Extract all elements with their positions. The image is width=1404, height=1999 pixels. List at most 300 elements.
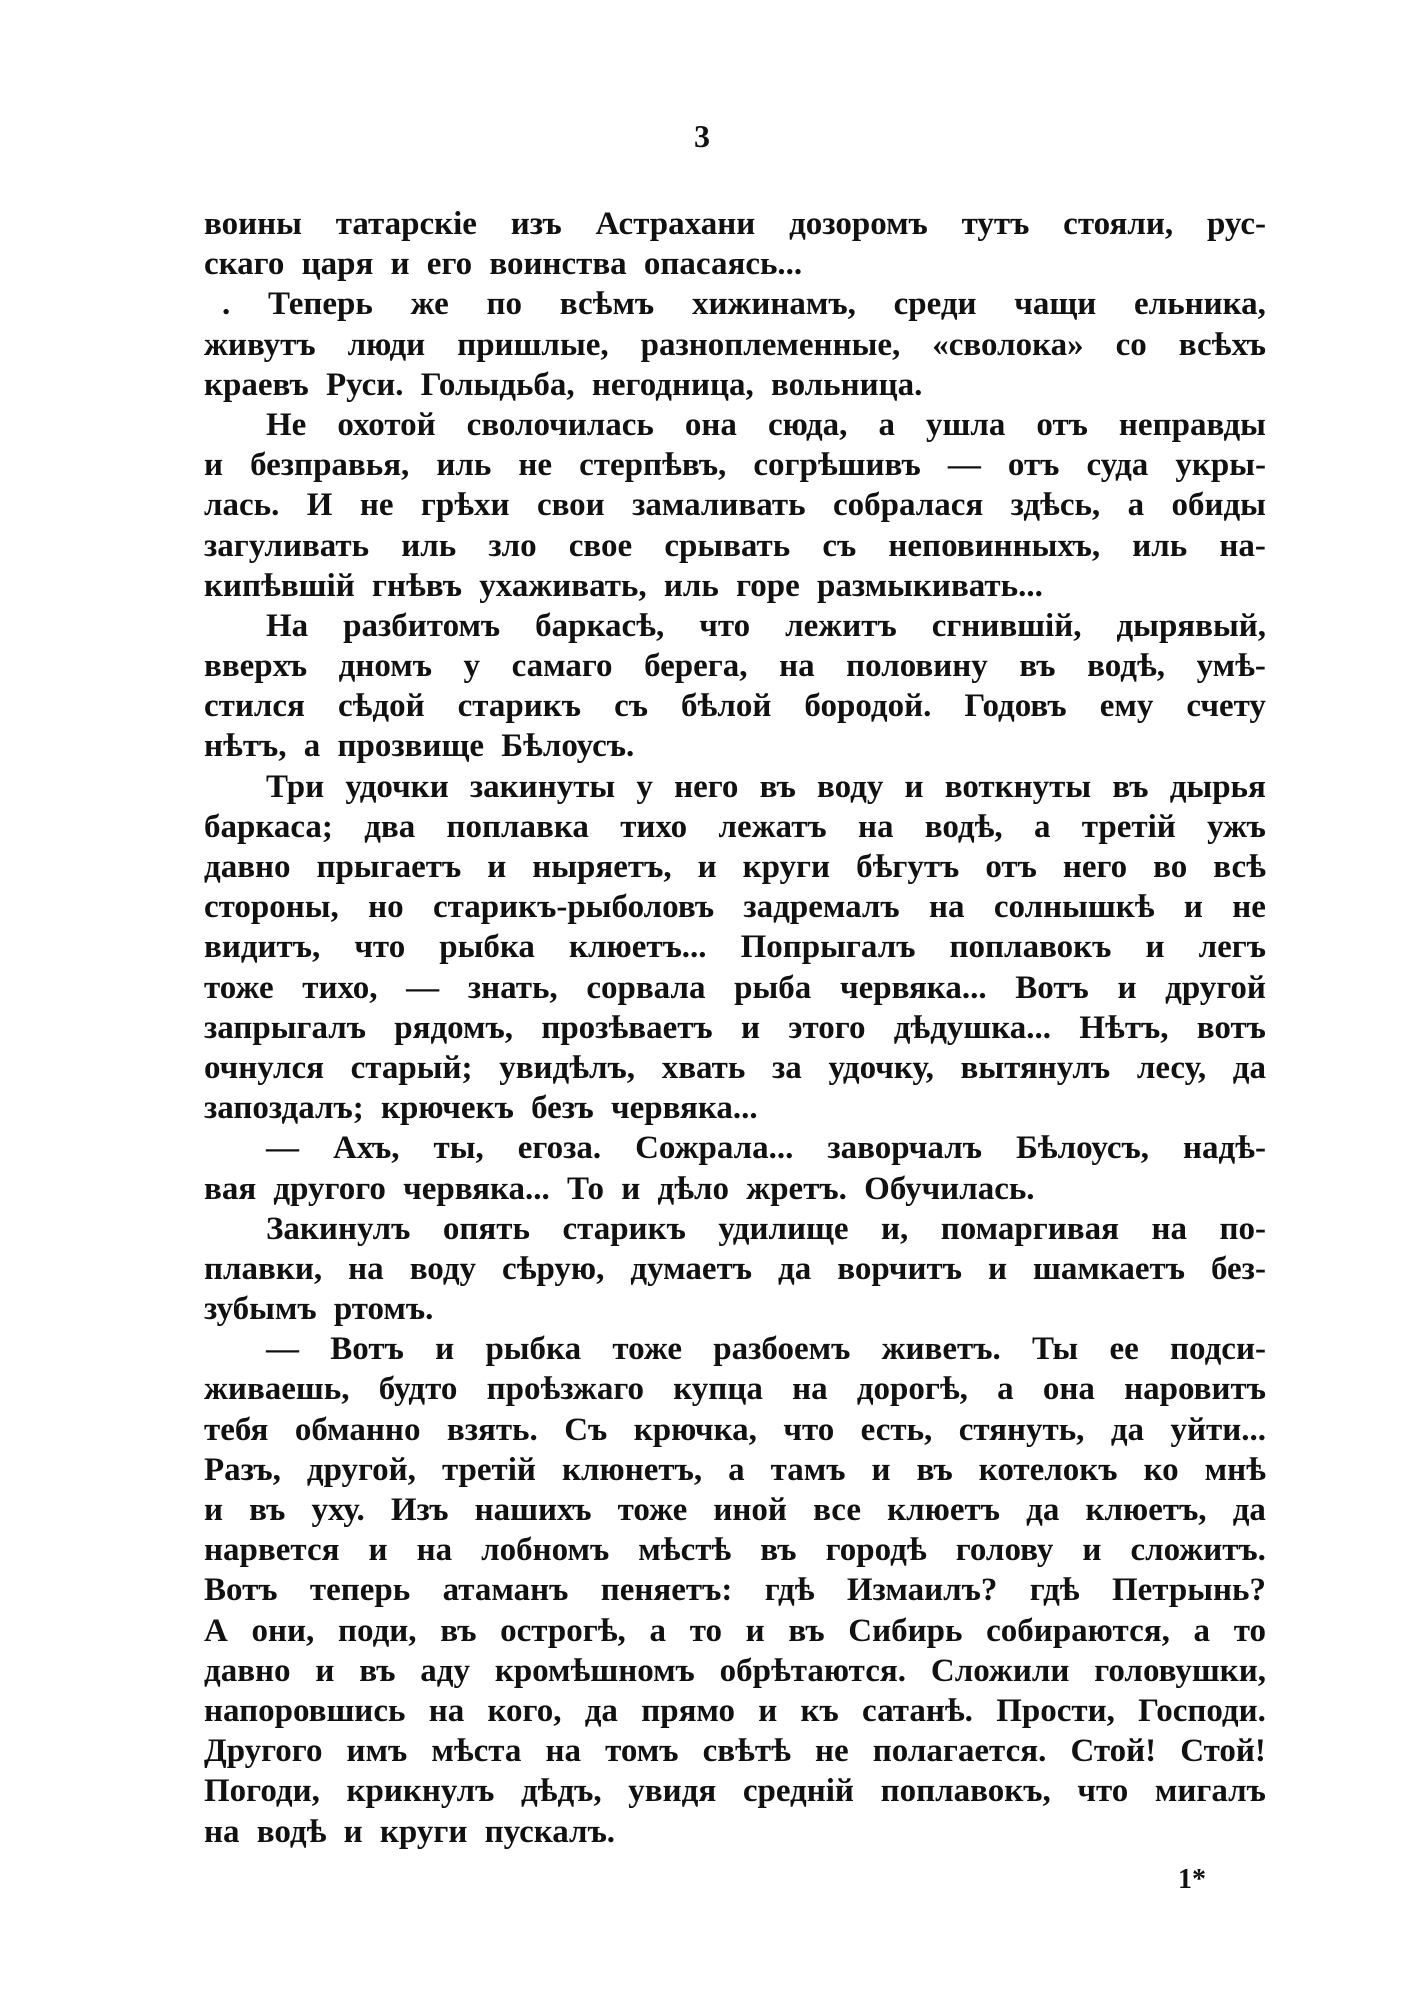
word: тихо [620, 808, 688, 845]
word: водѣ, [1087, 648, 1166, 685]
word: стороны, [204, 889, 339, 926]
text-line [204, 1611, 1266, 1651]
word: старикъ [457, 688, 582, 725]
word: и [204, 1492, 224, 1528]
word: мѣстѣ [638, 1532, 732, 1569]
word: сѣрую, [502, 1250, 605, 1287]
word: старый; [350, 1049, 473, 1086]
word: отъ [1036, 406, 1088, 443]
word: гдѣ [1029, 1572, 1080, 1609]
word: по [486, 286, 523, 323]
word: третiй [441, 1451, 536, 1488]
word: крикнулъ [346, 1773, 495, 1810]
word: стерпѣвъ, [579, 447, 727, 484]
word: Сложили [930, 1652, 1070, 1689]
word: лесу, [1136, 1049, 1207, 1086]
word: умѣ- [1196, 648, 1266, 685]
word: срывать [664, 527, 791, 564]
word: плавки, [204, 1250, 323, 1287]
word: изъ [510, 206, 562, 242]
word: надѣ- [1182, 1130, 1266, 1167]
text-line [204, 1008, 1266, 1048]
word: Закинулъ [266, 1210, 411, 1247]
word: него [1062, 849, 1128, 885]
word: егоза. [517, 1130, 602, 1167]
word: поплавокъ [949, 929, 1112, 966]
word: Петрынь? [1111, 1572, 1266, 1609]
word: прыгаетъ [316, 849, 462, 885]
word: да [584, 1692, 618, 1729]
word: знать, [467, 969, 558, 1006]
word: Теперь [268, 286, 373, 323]
word: прямо [641, 1692, 735, 1729]
word: съ [614, 688, 648, 725]
word: а [1033, 808, 1051, 845]
word: и [368, 1532, 388, 1569]
word: да [778, 1250, 812, 1287]
word: и [1145, 929, 1165, 966]
word: дномъ [338, 648, 432, 685]
word: въ [916, 1451, 953, 1488]
word: и [1082, 1532, 1102, 1569]
text-line [204, 1651, 1266, 1691]
word: безправья, [250, 447, 410, 484]
word: Вотъ [330, 1331, 404, 1368]
word: въ [440, 1612, 477, 1649]
word: — [406, 969, 440, 1006]
word: уйти... [1170, 1411, 1266, 1448]
word: за [772, 1049, 802, 1086]
word: бѣгутъ [856, 849, 960, 885]
text-line [204, 485, 1266, 525]
word: укры- [1175, 447, 1266, 484]
word: головушки, [1094, 1652, 1266, 1689]
word: вытянулъ [960, 1049, 1111, 1086]
word: иной [713, 1492, 787, 1528]
word: да [1026, 1492, 1060, 1528]
word: мнѣ [1204, 1451, 1266, 1488]
text-line [204, 1490, 1266, 1530]
word: заворчалъ [827, 1130, 982, 1167]
word: дырья [1169, 768, 1266, 805]
word: и [904, 768, 924, 805]
word: разбоемъ [713, 1331, 851, 1368]
word: въ [249, 1492, 286, 1528]
text-line [204, 526, 1266, 566]
word: поди, [338, 1612, 417, 1649]
word: котелокъ [978, 1451, 1118, 1488]
word: Три [266, 768, 325, 805]
text-line: нѣтъ, а прозвище Бѣлоусъ. [204, 728, 635, 765]
word: что [1077, 1773, 1129, 1810]
word: Погоди, [204, 1773, 320, 1810]
word: Другого [204, 1733, 323, 1770]
word: свои [536, 487, 605, 524]
word: воины [204, 206, 302, 242]
text-line [204, 1209, 1266, 1249]
word: и, [881, 1210, 909, 1247]
word: сложитъ. [1130, 1532, 1266, 1569]
word: удочки [345, 768, 449, 805]
word: люди [347, 326, 426, 363]
text-line [204, 1249, 1266, 1289]
word: взять. [446, 1411, 538, 1448]
word: и [1183, 889, 1203, 926]
text-line [204, 1329, 1266, 1369]
word: зло [488, 527, 537, 564]
word: . [222, 286, 231, 323]
word: на [416, 1532, 453, 1569]
text-line [204, 767, 1266, 807]
text-line: запоздалъ; крючекъ безъ червяка... [204, 1090, 758, 1127]
word: купца [673, 1371, 763, 1408]
word: живаешь, [204, 1371, 350, 1408]
word: они, [251, 1612, 315, 1649]
text-line [204, 1731, 1266, 1771]
word: чащи [1014, 286, 1097, 323]
word: и [487, 849, 507, 885]
word: счету [1186, 688, 1266, 725]
word: прозѣваетъ [541, 1009, 713, 1046]
text-line [204, 686, 1266, 726]
word: нарвется [204, 1532, 340, 1569]
word: Годовъ [964, 688, 1067, 725]
word: сгнившiй, [931, 607, 1082, 644]
word: половину [846, 648, 988, 685]
text-line: скаго царя и его воинства опасаясь... [204, 246, 803, 283]
text-line [204, 807, 1266, 847]
text-line [204, 1128, 1266, 1168]
word: рус- [1206, 206, 1266, 242]
word: поплавка [446, 808, 589, 845]
word: не [814, 1733, 849, 1770]
word: хижинамъ, [691, 286, 856, 323]
word: грѣхи [420, 487, 510, 524]
word: а [649, 1612, 666, 1649]
word: и [745, 1612, 765, 1649]
word: червяка... [839, 969, 987, 1006]
word: по- [1219, 1210, 1266, 1247]
word: сюда, [767, 406, 848, 443]
word: давно [204, 849, 291, 885]
word: а [878, 406, 895, 443]
text-line [204, 1369, 1266, 1409]
word: — [266, 1331, 299, 1368]
word: Измаилъ? [846, 1572, 998, 1609]
word: лась. [204, 487, 280, 524]
page-number: 3 [694, 118, 710, 154]
word: съ [822, 527, 857, 564]
text-line [204, 968, 1266, 1008]
word: на [929, 889, 965, 926]
word: разноплеменные, [640, 326, 901, 363]
word: всѣхъ [1178, 326, 1266, 363]
word: на [545, 1733, 582, 1770]
word: но [368, 889, 404, 926]
word: же [410, 286, 449, 323]
word: что [354, 929, 406, 966]
word: тоже [617, 1492, 688, 1528]
word: ее [1109, 1331, 1139, 1368]
word: на- [1219, 527, 1266, 564]
word: здѣсь, [1010, 487, 1101, 524]
word: на [857, 808, 894, 845]
word: не [359, 487, 394, 524]
word: дорогѣ, [856, 1371, 968, 1408]
word: старикъ-рыболовъ [433, 889, 715, 926]
word: Астрахани [595, 206, 756, 242]
word: у [463, 648, 481, 685]
word: разбитомъ [343, 607, 501, 644]
word: а [1193, 1612, 1211, 1649]
word: клюетъ, [1085, 1492, 1207, 1528]
word: городѣ [825, 1532, 927, 1569]
word: — [947, 447, 981, 484]
word: ему [1099, 688, 1154, 725]
word: — [266, 1130, 299, 1167]
word: рыба [734, 969, 812, 1006]
word: полагается. [872, 1733, 1047, 1770]
text-line [204, 606, 1266, 646]
word: рыбка [439, 929, 535, 966]
word: воду [409, 1250, 477, 1287]
word: ельника, [1134, 286, 1266, 323]
word: бѣлой [681, 688, 772, 725]
word: другой [1165, 969, 1266, 1006]
word: Нѣтъ, [1079, 1009, 1169, 1046]
text-line [204, 847, 1266, 887]
word: на [1151, 1210, 1187, 1247]
word: неправды [1118, 406, 1266, 443]
word: то [1233, 1612, 1266, 1649]
word: иль [436, 447, 492, 484]
text-line: вая другого червяка... То и дѣло жретъ. Обучилась. [204, 1170, 1035, 1207]
word: обманно [294, 1411, 421, 1448]
word: тебя [204, 1411, 269, 1448]
word: не [518, 447, 553, 484]
word: стояли, [1063, 206, 1174, 242]
word: проѣзжаго [486, 1371, 645, 1408]
word: два [364, 808, 416, 845]
word: вотъ [1196, 1009, 1266, 1046]
text-line [204, 325, 1266, 365]
word: И [306, 487, 333, 524]
word: татарскiе [335, 206, 477, 242]
word: увидѣлъ, [499, 1049, 636, 1086]
text-line [204, 927, 1266, 967]
word: обиды [1171, 487, 1266, 524]
word: баркаса; [204, 808, 333, 845]
word: иль [401, 527, 457, 564]
signature-mark: 1* [1178, 1864, 1206, 1895]
word: аду [420, 1652, 470, 1689]
word: баркасѣ, [535, 607, 665, 644]
word: да [1232, 1492, 1266, 1528]
word: и [204, 447, 224, 484]
text-line [204, 1771, 1266, 1811]
word: тутъ [961, 206, 1030, 242]
word: теперь [309, 1572, 411, 1609]
text-line [204, 1410, 1266, 1450]
word: Стой! [1070, 1733, 1157, 1770]
word: не [1232, 889, 1266, 926]
word: нашихъ [474, 1492, 592, 1528]
word: удилище [718, 1210, 849, 1247]
word: очнулся [204, 1049, 324, 1086]
word: дозоромъ [789, 206, 928, 242]
text-line [204, 1530, 1266, 1570]
word: дѣдъ, [520, 1773, 602, 1810]
word: живутъ [204, 326, 316, 363]
word: загуливать [204, 527, 370, 564]
word: А [204, 1612, 228, 1649]
word: будто [378, 1371, 458, 1408]
text-line [204, 1570, 1266, 1610]
word: тоже [204, 969, 274, 1006]
word: Бѣлоусъ, [1015, 1130, 1149, 1167]
word: клюетъ... [568, 929, 707, 966]
word: а [1127, 487, 1145, 524]
word: пеняетъ: [600, 1572, 733, 1609]
word: Попрыгалъ [740, 929, 916, 966]
word: собираются, [986, 1612, 1170, 1649]
word: лобномъ [481, 1532, 610, 1569]
word: подси- [1170, 1331, 1266, 1368]
word: и [1117, 969, 1137, 1006]
word: думаетъ [630, 1250, 753, 1287]
word: напоровшись [204, 1692, 406, 1729]
word: него [674, 768, 739, 805]
word: запрыгалъ [204, 1009, 366, 1046]
word: кромѣшномъ [494, 1652, 695, 1689]
word: атаманъ [442, 1572, 569, 1609]
text-line [204, 1691, 1266, 1731]
word: со [1115, 326, 1147, 363]
word: крючка, [633, 1411, 757, 1448]
word: Ахъ, [332, 1130, 400, 1167]
word: тихо, [302, 969, 378, 1006]
word: собралася [832, 487, 984, 524]
word: помаргивая [940, 1210, 1119, 1247]
word: въ [1019, 648, 1056, 685]
word: есть, [860, 1411, 933, 1448]
word: все [813, 1492, 861, 1528]
word: ко [1143, 1451, 1179, 1488]
word: этого [788, 1009, 866, 1046]
word: Ты [1032, 1331, 1079, 1368]
word: во [1153, 849, 1188, 885]
word: охотой [337, 406, 436, 443]
word: въ [788, 1612, 825, 1649]
word: Сожрала... [635, 1130, 794, 1167]
word: на [428, 1692, 465, 1729]
word: кого, [487, 1692, 562, 1729]
word: томъ [605, 1733, 679, 1770]
word: всѣ [1213, 849, 1266, 885]
word: рядомъ, [394, 1009, 514, 1046]
word: Прости, [996, 1692, 1115, 1729]
word: да [1232, 1049, 1266, 1086]
word: ушла [925, 406, 1006, 443]
word: и [315, 1652, 335, 1689]
word: закинуты [469, 768, 616, 805]
word: Съ [564, 1411, 608, 1448]
word: что [783, 1411, 835, 1448]
word: мѣста [431, 1733, 522, 1770]
text-line: краевъ Руси. Голыдьба, негодница, вольница. [204, 366, 923, 403]
text-line: на водѣ и круги пускалъ. [204, 1813, 616, 1850]
word: среди [893, 286, 977, 323]
word: обрѣтаются. [719, 1652, 907, 1689]
word: у [636, 768, 653, 805]
word: да [1110, 1411, 1145, 1448]
word: ты, [433, 1130, 484, 1167]
word: другой, [306, 1451, 416, 1488]
word: иль [1132, 527, 1188, 564]
text-line [204, 204, 1266, 244]
word: опять [442, 1210, 530, 1247]
text-line [204, 1048, 1266, 1088]
word: среднiй [742, 1773, 854, 1810]
word: задремалъ [743, 889, 900, 926]
word: сатанѣ. [862, 1692, 973, 1729]
word: сорвала [586, 969, 706, 1006]
word: воду [817, 768, 884, 805]
word: голову [955, 1532, 1054, 1569]
word: а [728, 1451, 745, 1488]
word: легъ [1198, 929, 1266, 966]
word: сѣдой [337, 688, 425, 725]
text-line: кипѣвшiй гнѣвъ ухаживать, иль горе размыкивать... [204, 567, 1043, 604]
word: отъ [985, 849, 1037, 885]
text-line [204, 284, 1266, 324]
word: На [266, 607, 309, 644]
word: Вотъ [1015, 969, 1089, 1006]
word: острогѣ, [500, 1612, 626, 1649]
word: имъ [346, 1733, 408, 1770]
word: гдѣ [764, 1572, 815, 1609]
text-line: зубымъ ртомъ. [204, 1291, 434, 1328]
word: поплавокъ, [880, 1773, 1051, 1810]
word: наровитъ [1124, 1371, 1266, 1408]
word: солнышкѣ [993, 889, 1155, 926]
word: замаливать [632, 487, 806, 524]
word: Вотъ [204, 1572, 278, 1609]
word: без- [1210, 1250, 1266, 1287]
word: на [348, 1250, 384, 1287]
text-line [204, 405, 1266, 445]
word: въ [359, 1652, 396, 1689]
word: она [1042, 1371, 1095, 1408]
word: тамъ [770, 1451, 846, 1488]
word: ворчитъ [837, 1250, 962, 1287]
word: круги [742, 849, 831, 885]
word: Стой! [1180, 1733, 1266, 1770]
word: уху. [311, 1492, 365, 1528]
word: и [987, 1250, 1007, 1287]
word: вверхъ [204, 648, 308, 685]
word: мигалъ [1154, 1773, 1266, 1810]
word: сволочилась [466, 406, 654, 443]
word: «сволока» [932, 326, 1084, 363]
word: Господи. [1138, 1692, 1266, 1729]
word: воткнуты [944, 768, 1092, 805]
word: давно [204, 1652, 291, 1689]
word: видитъ, [204, 929, 321, 966]
word: отъ [1007, 447, 1060, 484]
word: водѣ, [924, 808, 1003, 845]
word: третiй [1081, 808, 1176, 845]
